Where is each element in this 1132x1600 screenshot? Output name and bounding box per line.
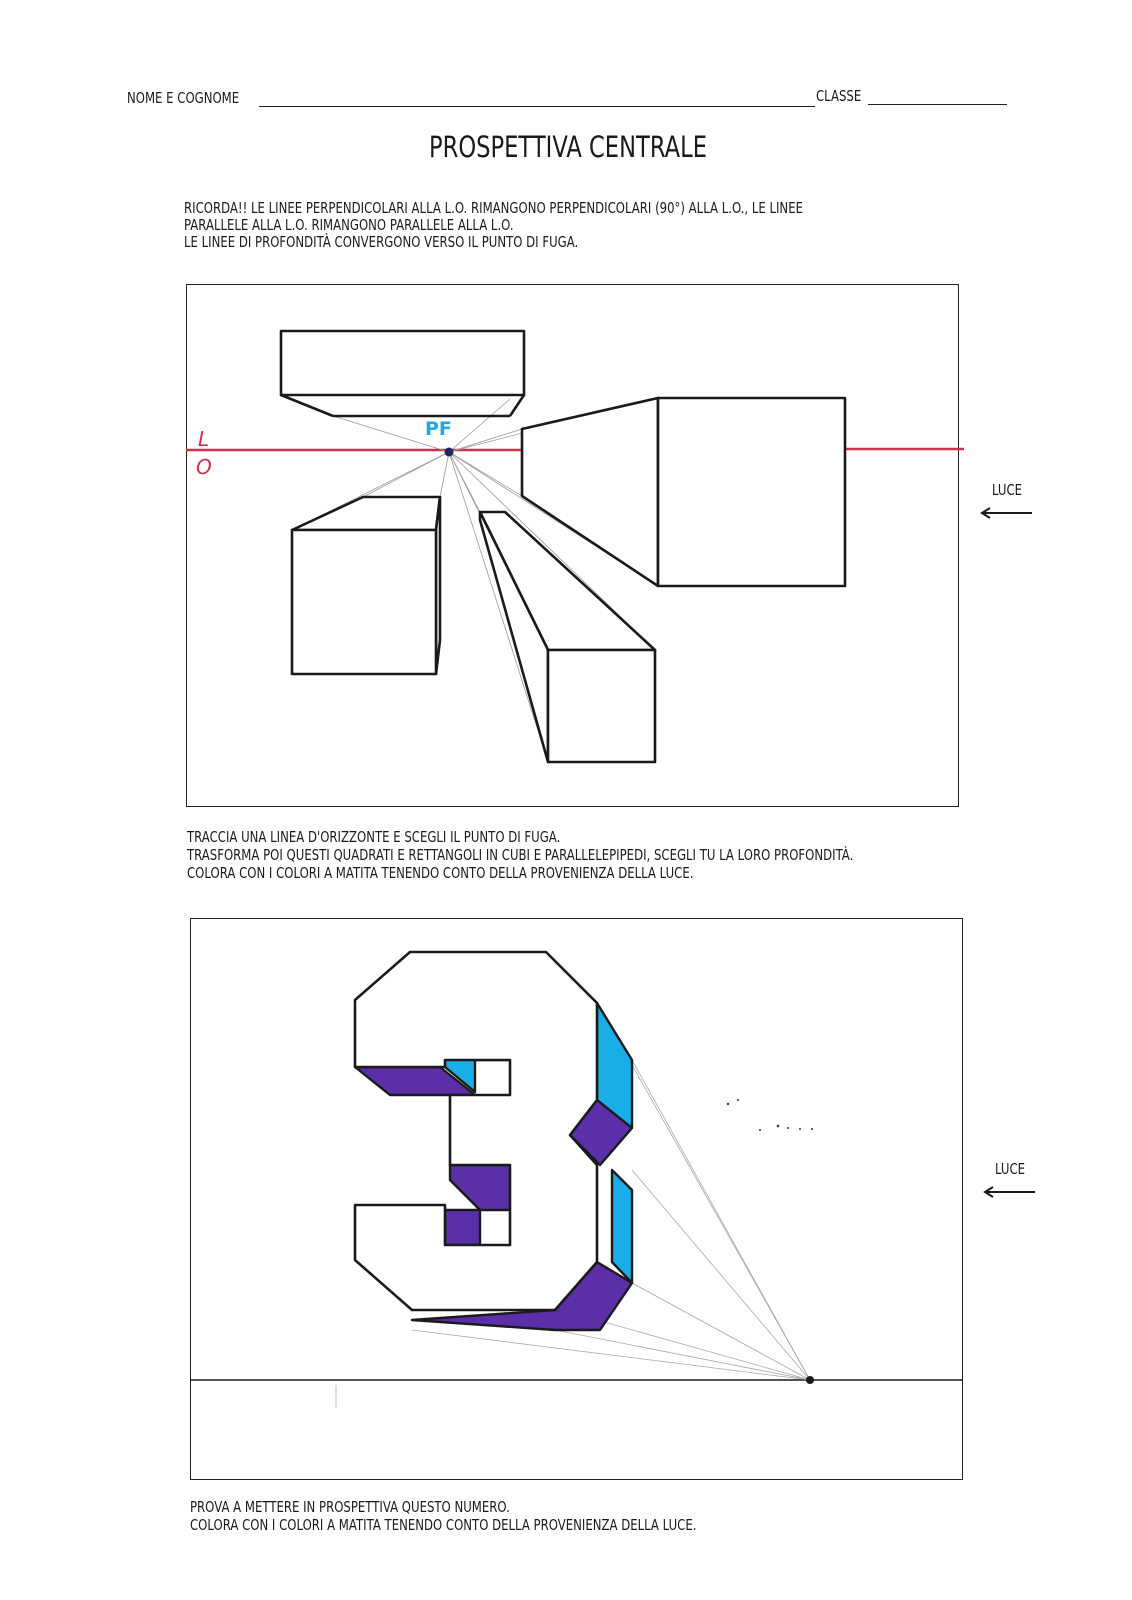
light-label-1: LUCE: [992, 481, 1023, 499]
ex1-instruction-2: TRASFORMA POI QUESTI QUADRATI E RETTANGOLI IN CUBI E PARALLELEPIPEDI, SCEGLI TU LA LORO PROFONDITÀ.: [187, 846, 854, 864]
name-label: NOME E COGNOME: [127, 89, 240, 107]
light-arrow-2-icon: [981, 1185, 1041, 1199]
reminder-line-2: PARALLELE ALLA L.O. RIMANGONO PARALLELE ALLA L.O.: [184, 216, 514, 234]
three-purple-lower-inner: [445, 1210, 480, 1245]
three-cyan-face-lower: [612, 1170, 632, 1283]
reminder-line-1: RICORDA!! LE LINEE PERPENDICOLARI ALLA L.O. RIMANGONO PERPENDICOLARI (90°) ALLA L.O., LE LINEE: [184, 199, 803, 217]
ex2-instruction-2: COLORA CON I COLORI A MATITA TENENDO CONTO DELLA PROVENIENZA DELLA LUCE.: [190, 1516, 697, 1534]
light-label-2: LUCE: [995, 1160, 1026, 1178]
vanishing-point-label: PF: [425, 418, 452, 440]
vanishing-point-2: [806, 1376, 814, 1384]
page-title: PROSPETTIVA CENTRALE: [428, 130, 708, 164]
ex1-instruction-1: TRACCIA UNA LINEA D'ORIZZONTE E SCEGLI IL PUNTO DI FUGA.: [187, 828, 561, 846]
three-purple-middle: [450, 1165, 510, 1210]
class-label: CLASSE: [816, 87, 862, 105]
ex2-instruction-1: PROVA A METTERE IN PROSPETTIVA QUESTO NUMERO.: [190, 1498, 510, 1516]
ex1-instruction-3: COLORA CON I COLORI A MATITA TENENDO CONTO DELLA PROVENIENZA DELLA LUCE.: [187, 864, 694, 882]
three-front-face: [355, 952, 597, 1310]
horizon-label-l: L: [198, 427, 210, 451]
reminder-line-3: LE LINEE DI PROFONDITÀ CONVERGONO VERSO IL PUNTO DI FUGA.: [184, 233, 579, 251]
horizon-label-o: O: [196, 455, 212, 479]
